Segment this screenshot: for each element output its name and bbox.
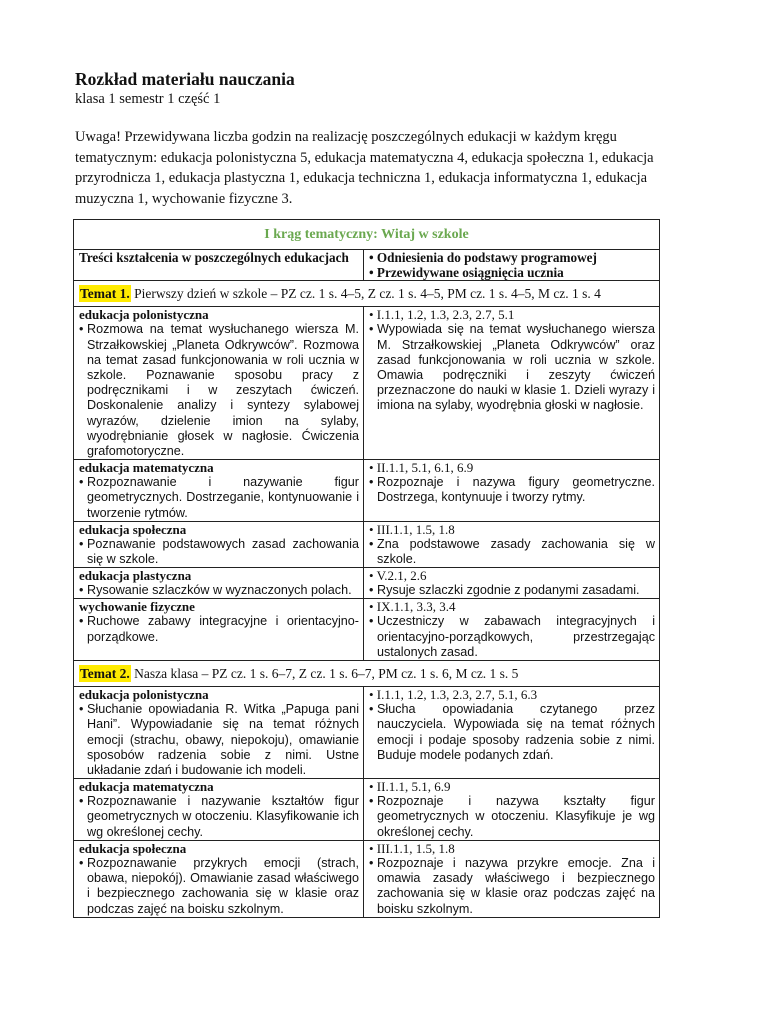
table-row: [74, 599, 660, 661]
outcome-text: • Zna podstawowe zasady zachowania się w szkole.: [369, 537, 655, 567]
subject-label: edukacja społeczna: [79, 840, 187, 856]
subject-label: edukacja polonistyczna: [79, 307, 209, 323]
subject-label: edukacja społeczna: [79, 521, 187, 537]
content-text: • Ruchowe zabawy integracyjne i orientacyjno-porządkowe.: [79, 614, 359, 644]
content-cell: [74, 307, 364, 460]
subject-label: wychowanie fizyczne: [79, 599, 195, 615]
document-subtitle: klasa 1 semestr 1 część 1: [75, 91, 221, 107]
outcome-cell: [364, 307, 660, 460]
table-row: [74, 779, 660, 841]
content-text: • Rozpoznawanie i nazywanie kształtów figur geometrycznych w otoczeniu. Klasyfikowanie ich wg określonej cechy.: [79, 794, 359, 840]
outcome-cell: [364, 840, 660, 917]
topic-cell: [74, 661, 660, 687]
outcome-cell: [364, 460, 660, 522]
curriculum-refs: • II.1.1, 5.1, 6.1, 6.9: [369, 460, 474, 476]
outcome-cell: [364, 599, 660, 661]
subject-label: edukacja polonistyczna: [79, 687, 209, 703]
content-cell: [74, 779, 364, 841]
outcome-cell: [364, 568, 660, 599]
topic-text: Pierwszy dzień w szkole – PZ cz. 1 s. 4–5, Z cz. 1 s. 4–5, PM cz. 1 s. 4–5, M cz. 1 s. 4: [130, 286, 601, 302]
outcome-text: • Rozpoznaje i nazywa kształty figur geometrycznych w otoczeniu. Klasyfikuje je wg określonej cechy.: [369, 794, 655, 840]
topic-cell: [74, 281, 660, 307]
topic-label: Temat 2.: [80, 666, 130, 682]
column-header-refs: [364, 250, 660, 281]
curriculum-refs: • III.1.1, 1.5, 1.8: [369, 521, 455, 537]
column-header-refs-line2: • Przewidywane osiągnięcia ucznia: [369, 265, 564, 281]
outcome-text: • Wypowiada się na temat wysłuchanego wiersza M. Strzałkowskiej „Planeta Odkrywców” oraz zasad funkcjonowania w roli ucznia w szkole. Omawia podręczniki i zeszyty ćwiczeń przeznaczone do nauki w klasie 1. Dzieli wyrazy i imiona na sylaby, wyodrębnia głoski w nagłosie.: [369, 322, 655, 413]
document-header: [75, 68, 660, 209]
topic-text: Nasza klasa – PZ cz. 1 s. 6–7, Z cz. 1 s. 6–7, PM cz. 1 s. 6, M cz. 1 s. 5: [130, 666, 519, 682]
outcome-cell: [364, 687, 660, 779]
outcome-text: • Rysuje szlaczki zgodnie z podanymi zasadami.: [369, 583, 655, 598]
table-row: [74, 460, 660, 522]
column-header-content: Treści kształcenia w poszczególnych edukacjach: [74, 250, 364, 281]
hours-note: Uwaga! Przewidywana liczba godzin na realizację poszczególnych edukacji w każdym kręgu tematycznym: edukacja polonistyczna 5, edukacja matematyczna 4, edukacja społeczna 1, edukacja przyrodnicza 1, edukacja plastyczna 1, edukacja techniczna 1, edukacja informatyczna 1, edukacja muzyczna 1, wychowanie fizyczne 3.: [75, 129, 654, 207]
content-cell: [74, 460, 364, 522]
topic-label: Temat 1.: [80, 286, 130, 302]
content-cell: [74, 521, 364, 567]
topic-row: [74, 281, 660, 307]
document-title: Rozkład materiału nauczania: [75, 69, 295, 89]
content-cell: [74, 687, 364, 779]
subject-label: edukacja plastyczna: [79, 568, 192, 584]
outcome-text: • Uczestniczy w zabawach integracyjnych i orientacyjno-porządkowych, przestrzegając ustalonych zasad.: [369, 614, 655, 660]
curriculum-refs: • II.1.1, 5.1, 6.9: [369, 779, 451, 795]
content-text: • Rozpoznawanie i nazywanie figur geometrycznych. Dostrzeganie, kontynuowanie i tworzenie rytmów.: [79, 475, 359, 521]
content-cell: [74, 840, 364, 917]
outcome-text: • Rozpoznaje i nazywa przykre emocje. Zna i omawia zasady właściwego i bezpiecznego zachowania się w klasie oraz podczas zajęć na boisku szkolnym.: [369, 856, 655, 917]
curriculum-table: [73, 219, 660, 918]
subject-label: edukacja matematyczna: [79, 460, 214, 476]
content-cell: [74, 568, 364, 599]
curriculum-refs: • V.2.1, 2.6: [369, 568, 427, 584]
content-cell: [74, 599, 364, 661]
curriculum-refs: • III.1.1, 1.5, 1.8: [369, 840, 455, 856]
subject-label: edukacja matematyczna: [79, 779, 214, 795]
table-row: [74, 568, 660, 599]
curriculum-refs: • I.1.1, 1.2, 1.3, 2.3, 2.7, 5.1: [369, 307, 515, 323]
content-text: • Rozpoznawanie przykrych emocji (strach, obawa, niepokój). Omawianie zasad właściwego i bezpiecznego zachowania się w klasie oraz podczas zajęć na boisku szkolnym.: [79, 856, 359, 917]
content-text: • Rozmowa na temat wysłuchanego wiersza M. Strzałkowskiej „Planeta Odkrywców”. Rozmowa na temat zasad funkcjonowania w roli ucznia w szkole. Poznawanie sposobu pracy z podręcznikami i w zeszytach ćwiczeń. Doskonalenie analizy i syntezy sylabowej wyrazów, dzielenie imion na sylaby, wyodrębnianie głosek w nagłosie. Ćwiczenia grafomotoryczne.: [79, 322, 359, 459]
outcome-text: • Rozpoznaje i nazywa figury geometryczne. Dostrzega, kontynuuje i tworzy rytmy.: [369, 475, 655, 505]
content-text: • Poznawanie podstawowych zasad zachowania się w szkole.: [79, 537, 359, 567]
curriculum-refs: • I.1.1, 1.2, 1.3, 2.3, 2.7, 5.1, 6.3: [369, 687, 538, 703]
table-row: [74, 521, 660, 567]
outcome-cell: [364, 779, 660, 841]
curriculum-refs: • IX.1.1, 3.3, 3.4: [369, 599, 456, 615]
table-row: [74, 687, 660, 779]
krag-title: I krąg tematyczny: Witaj w szkole: [74, 220, 660, 250]
column-header-refs-line1: • Odniesienia do podstawy programowej: [369, 250, 597, 266]
outcome-cell: [364, 521, 660, 567]
content-text: • Słuchanie opowiadania R. Witka „Papuga pani Hani”. Wypowiadanie się na temat różnych emocji (strachu, obawy, niepokoju), omawianie sposobów radzenia sobie z nimi. Ustne układanie zdań i budowanie ich modeli.: [79, 702, 359, 778]
outcome-text: • Słucha opowiadania czytanego przez nauczyciela. Wypowiada się na temat różnych emocji i podaje sposoby radzenia sobie z nimi. Buduje modele podanych zdań.: [369, 702, 655, 763]
table-row: [74, 307, 660, 460]
topic-row: [74, 661, 660, 687]
content-text: • Rysowanie szlaczków w wyznaczonych polach.: [79, 583, 359, 598]
table-row: [74, 840, 660, 917]
